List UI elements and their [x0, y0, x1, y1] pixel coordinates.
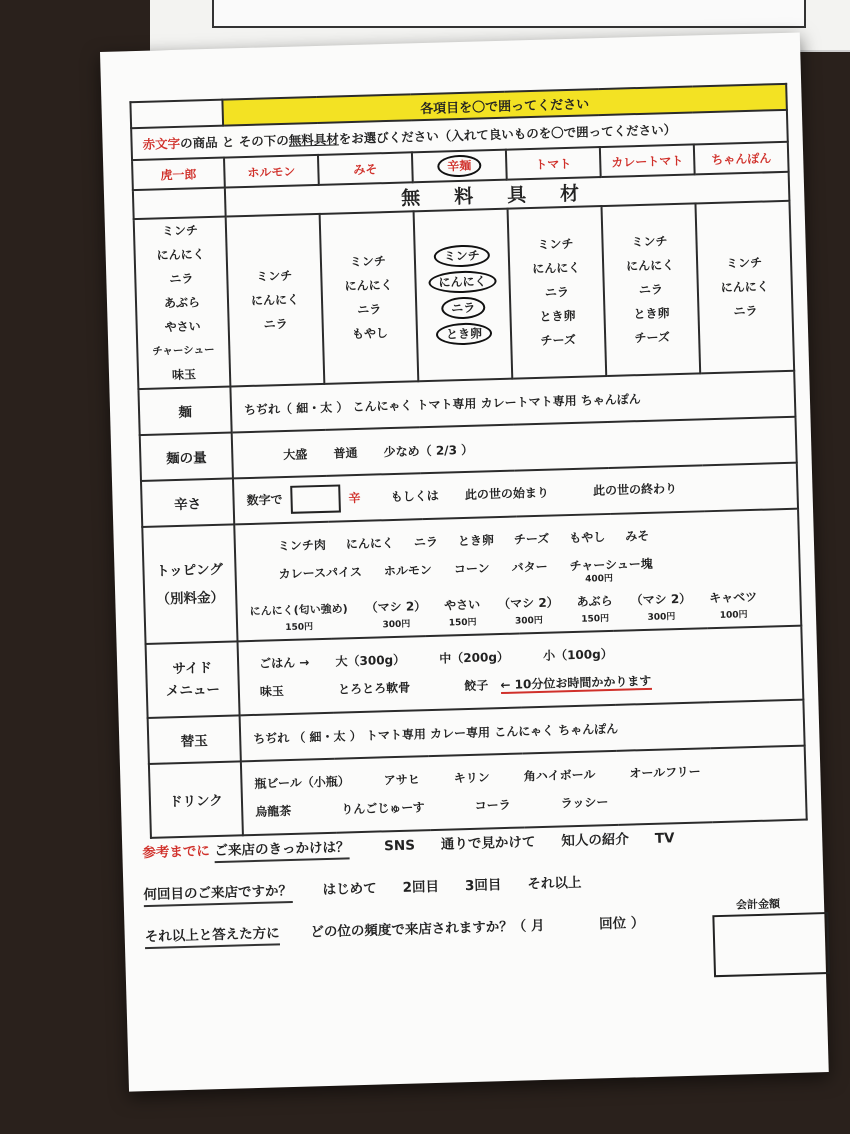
- menu-option[interactable]: みそ: [318, 152, 413, 185]
- option-item[interactable]: りんごじゅーす: [341, 800, 425, 817]
- priced-topping[interactable]: （マシ 2） 300円: [365, 599, 427, 631]
- option-item[interactable]: TV: [654, 830, 675, 847]
- amount-option: 大盛: [283, 446, 308, 462]
- option-item[interactable]: 通りで見かけて: [440, 834, 536, 853]
- topping-list: [414, 209, 513, 382]
- option-item[interactable]: それ以上: [527, 874, 582, 893]
- topping-item[interactable]: にんにく: [156, 247, 205, 263]
- option-item[interactable]: ホルモン: [383, 562, 433, 579]
- kaedama-label: 替玉: [148, 715, 241, 764]
- survey-q2: 何回目のご来店ですか？ はじめて 2回目 3回目 それ以上: [143, 870, 607, 903]
- instruction-text: 赤文字の商品 と その下の無料具材をお選びください（入れて良いものを〇で囲ってください）: [131, 110, 788, 160]
- option-item[interactable]: 角ハイボール: [523, 767, 596, 784]
- priced-topping[interactable]: （マシ 2） 300円: [630, 591, 692, 623]
- priced-topping[interactable]: やさい 150円: [443, 597, 481, 629]
- option-item[interactable]: 3回目: [464, 877, 502, 895]
- menu-option[interactable]: ちゃんぽん: [694, 142, 789, 175]
- option-item[interactable]: ラッシー: [560, 795, 609, 811]
- topping-item[interactable]: ミンチ: [349, 254, 387, 270]
- topping-list: [226, 214, 325, 387]
- topping-item[interactable]: ニラ: [169, 271, 194, 287]
- option-item[interactable]: 烏龍茶: [255, 803, 292, 819]
- topping-item[interactable]: やさい: [164, 319, 201, 335]
- menu-option[interactable]: カレートマト: [600, 144, 695, 177]
- total-amount-box[interactable]: [712, 912, 830, 977]
- option-item[interactable]: にんにく: [345, 535, 395, 552]
- topping-item[interactable]: チーズ: [634, 330, 671, 346]
- free-toppings-row: [134, 201, 794, 389]
- menu-option[interactable]: 辛麺: [412, 150, 507, 183]
- free-toppings-title: 無料具材: [225, 172, 790, 217]
- menu-option[interactable]: ホルモン: [224, 155, 319, 188]
- topping-item[interactable]: 味玉: [171, 367, 197, 383]
- topping-item[interactable]: にんにく: [250, 292, 300, 308]
- option-item[interactable]: SNS: [383, 837, 416, 855]
- noodle-options: ちぢれ（ 細・太 ） こんにゃく トマト専用 カレートマト専用 ちゃんぽん: [230, 371, 795, 433]
- side-options: ごはん → 大（300g） 中（200g） 小（100g） 味玉 とろとろ軟骨 餃子 ← 10分位お時間かかります: [238, 626, 804, 716]
- topping-item[interactable]: チャーシュー: [152, 343, 215, 358]
- option-item[interactable]: チーズ: [513, 531, 550, 547]
- priced-topping[interactable]: にんにく(匂い強め) 150円: [249, 602, 348, 634]
- spice-label: 辛さ: [141, 478, 234, 527]
- topping-item[interactable]: ミンチ: [434, 244, 491, 268]
- side-label: サイド メニュー: [146, 641, 240, 718]
- menu-option[interactable]: トマト: [506, 147, 601, 180]
- order-sheet: [100, 32, 829, 1091]
- priced-topping[interactable]: （マシ 2） 300円: [497, 595, 559, 627]
- topping-item[interactable]: ニラ: [544, 285, 570, 300]
- topping-item[interactable]: ニラ: [263, 316, 288, 332]
- topping-item[interactable]: チーズ: [540, 332, 577, 348]
- option-item[interactable]: ニラ: [413, 534, 439, 550]
- option-item[interactable]: アサヒ: [383, 772, 420, 788]
- spice-options: 数字で 辛 もしくは 此の世の始まり 此の世の終わり: [233, 463, 798, 525]
- option-item[interactable]: もやし: [569, 530, 606, 546]
- priced-topping[interactable]: あぶら 150円: [576, 593, 613, 625]
- option-item[interactable]: バター: [511, 559, 548, 575]
- topping-options: [234, 509, 801, 642]
- spice-number-box[interactable]: [290, 484, 341, 513]
- topping-label: トッピング （別料金）: [142, 524, 237, 644]
- option-item[interactable]: 瓶ビール（小瓶）: [254, 774, 350, 791]
- survey-q1: 参考までに ご来店のきっかけは？ SNS 通りで見かけて 知人の紹介 TV: [142, 826, 701, 862]
- order-table: [129, 83, 807, 839]
- noodle-label: 麺: [138, 386, 231, 435]
- topping-item[interactable]: ニラ: [733, 303, 758, 319]
- topping-list: [695, 201, 794, 374]
- topping-item[interactable]: とき卵: [436, 322, 493, 346]
- kaedama-options: ちぢれ （ 細・太 ） トマト専用 カレー専用 こんにゃく ちゃんぽん: [240, 700, 805, 762]
- amount-label: 麺の量: [140, 432, 233, 481]
- amount-option: 普通: [333, 445, 358, 461]
- option-item[interactable]: みそ: [625, 528, 650, 544]
- topping-item[interactable]: ミンチ: [631, 234, 668, 250]
- topping-item[interactable]: とき卵: [633, 306, 670, 322]
- topping-item[interactable]: とき卵: [539, 308, 576, 324]
- topping-item[interactable]: にんにく: [428, 270, 497, 294]
- topping-item[interactable]: ニラ: [357, 302, 382, 317]
- topping-list: [134, 217, 231, 390]
- option-item[interactable]: とき卵: [457, 533, 495, 549]
- priced-topping[interactable]: キャベツ 100円: [708, 589, 758, 621]
- topping-list: [601, 203, 700, 376]
- option-item[interactable]: カレースパイス: [278, 564, 363, 582]
- menu-option[interactable]: 虎一郎: [132, 158, 225, 191]
- topping-item[interactable]: ミンチ: [161, 223, 199, 239]
- option-item[interactable]: キリン: [453, 770, 490, 786]
- option-item[interactable]: ミンチ肉: [277, 537, 327, 554]
- topping-item[interactable]: ミンチ: [725, 255, 763, 271]
- amount-option: 少なめ（ 2/3 ）: [383, 442, 474, 459]
- option-item[interactable]: コーラ: [474, 797, 511, 813]
- topping-item[interactable]: ミンチ: [256, 268, 293, 284]
- option-item[interactable]: 2回目: [402, 878, 440, 896]
- topping-item[interactable]: にんにく: [344, 277, 393, 294]
- topping-item[interactable]: にんにく: [625, 258, 675, 274]
- survey-q3: それ以上と答えた方に どの位の頻度で来店されますか？（ 月 回位 ）: [144, 911, 644, 945]
- topping-item[interactable]: にんにく: [532, 260, 581, 277]
- topping-item[interactable]: あぶら: [163, 295, 201, 311]
- topping-item[interactable]: にんにく: [720, 279, 770, 295]
- option-item[interactable]: 知人の紹介: [561, 831, 630, 850]
- header-banner: 各項目を〇で囲ってください: [222, 84, 787, 126]
- total-label: 会計金額: [735, 897, 781, 912]
- topping-item[interactable]: ニラ: [441, 296, 486, 319]
- option-item[interactable]: はじめて: [322, 880, 377, 899]
- option-item[interactable]: オールフリー: [629, 764, 701, 781]
- drink-options: [241, 746, 807, 836]
- option-item[interactable]: コーン: [453, 561, 490, 577]
- price-label: 400円: [585, 573, 614, 585]
- topping-item[interactable]: ニラ: [638, 282, 664, 298]
- option-item[interactable]: チャーシュー塊: [569, 556, 653, 574]
- topping-list: [320, 211, 419, 384]
- topping-item[interactable]: もやし: [351, 326, 389, 342]
- topping-item[interactable]: ミンチ: [537, 236, 574, 252]
- drink-label: ドリンク: [149, 761, 243, 838]
- topping-list: [508, 206, 607, 379]
